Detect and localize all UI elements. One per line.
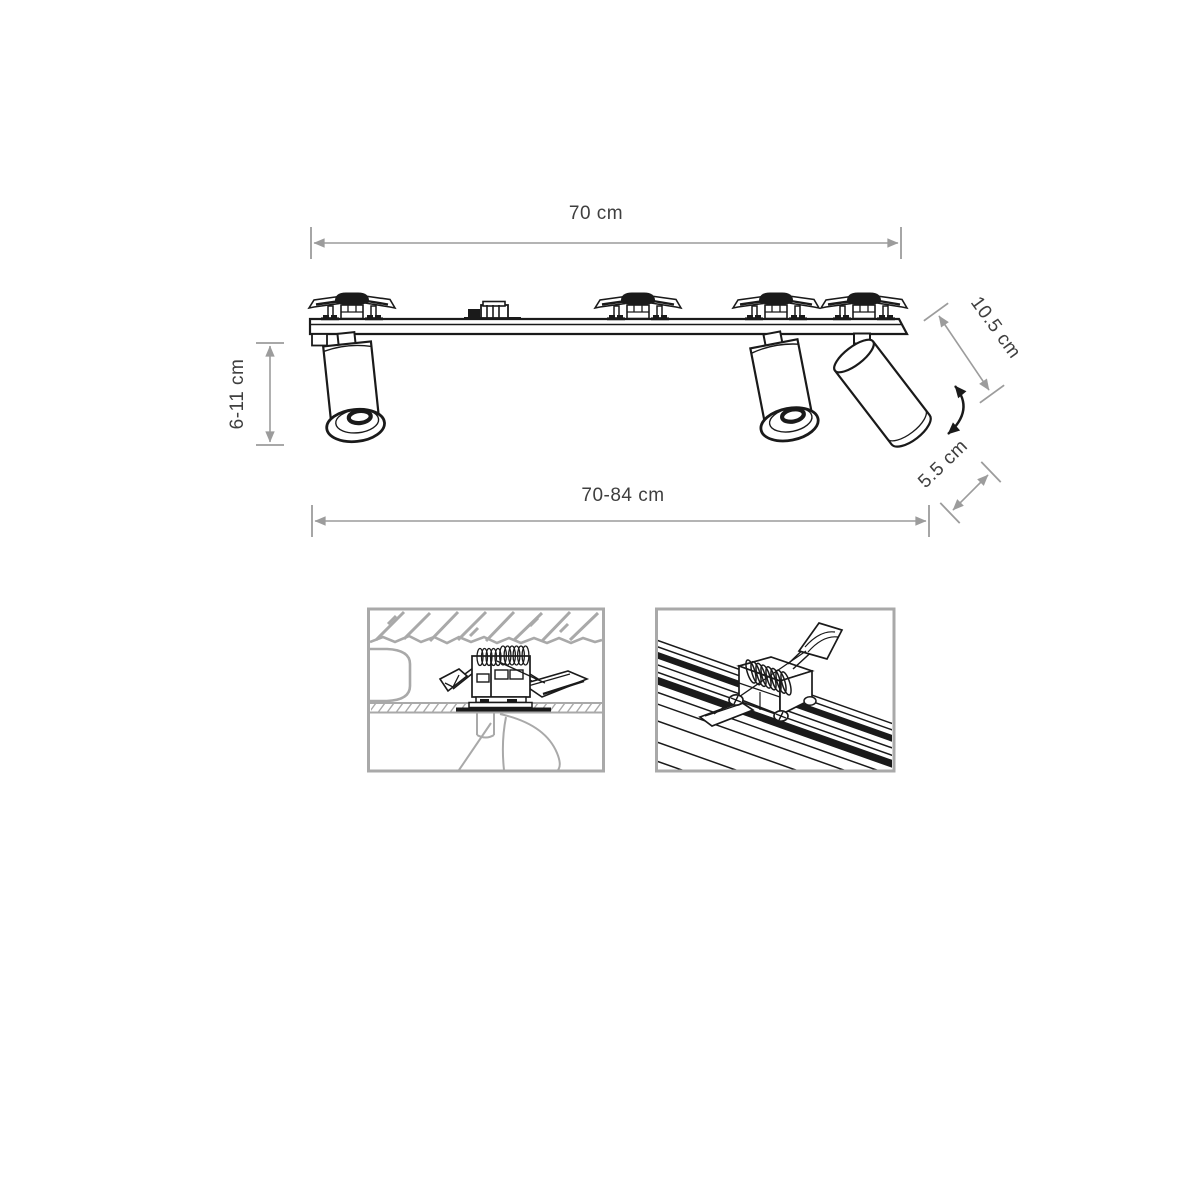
inset-recessed-mounting-detail	[369, 609, 604, 771]
spring-clip-4	[821, 293, 907, 319]
dimension-label-overall-width: 70-84 cm	[581, 485, 665, 506]
spring-clip-2	[595, 293, 681, 319]
track-end-step	[312, 334, 327, 346]
wiring-connector	[464, 302, 521, 319]
spotlight-right-tilted	[829, 334, 936, 453]
spring-clip-3	[733, 293, 819, 319]
dimension-head-offset	[914, 436, 1000, 523]
inset-spring-clip-detail	[604, 609, 934, 846]
dimension-label-head-offset: 5.5 cm	[914, 435, 973, 493]
dimension-label-top-width: 70 cm	[568, 203, 624, 224]
dimension-label-height-range: 6-11 cm	[227, 358, 248, 430]
mounting-track	[310, 319, 907, 334]
spotlight-left	[317, 330, 386, 444]
rotation-arrow	[948, 386, 964, 434]
fixture-drawing	[309, 293, 964, 453]
spotlight-middle	[743, 327, 821, 445]
spring-clip-1	[309, 293, 395, 319]
dimension-overall-width	[312, 485, 929, 537]
recessed-clip-mechanism	[440, 646, 587, 710]
dimension-head-length	[924, 293, 1025, 403]
duct-profile	[370, 649, 410, 701]
downlight-sketch	[459, 713, 560, 770]
dimension-top-width	[311, 203, 901, 259]
dimension-label-head-length: 10.5 cm	[966, 292, 1025, 363]
dimension-height-range	[227, 343, 284, 445]
